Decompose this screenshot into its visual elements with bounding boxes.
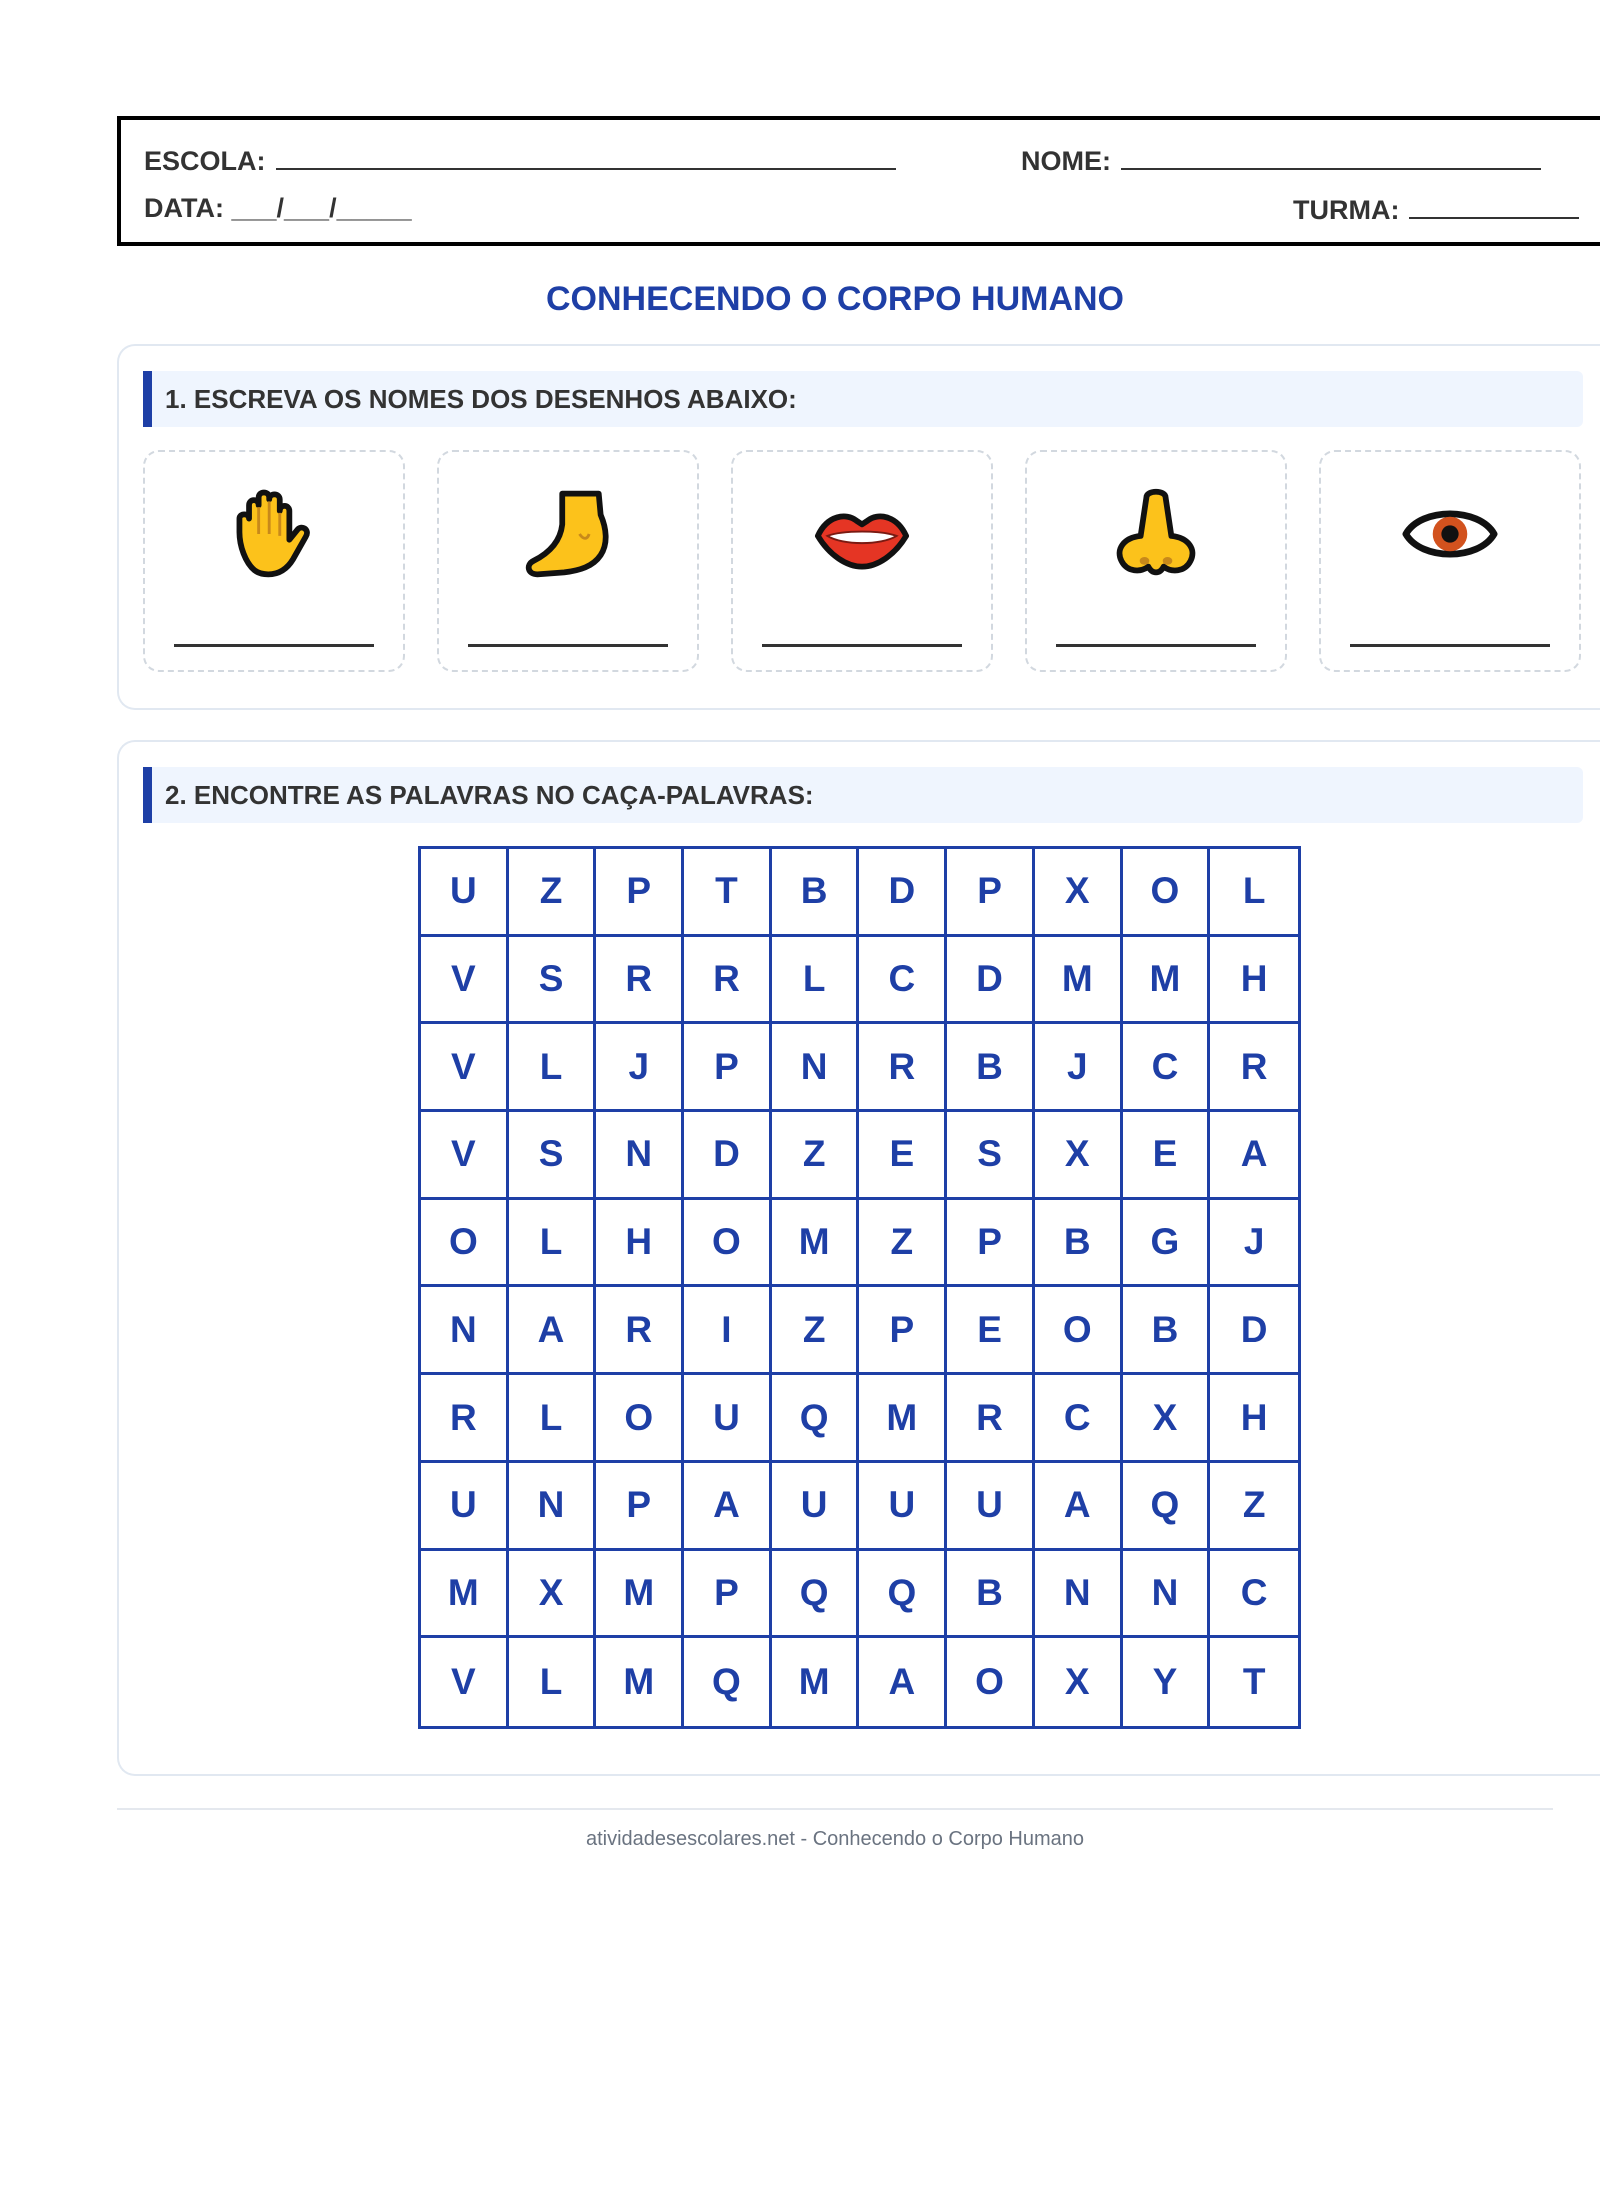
grid-cell[interactable]: M	[596, 1551, 684, 1639]
grid-cell[interactable]: U	[684, 1375, 772, 1463]
grid-cell[interactable]: N	[772, 1024, 860, 1112]
answer-line-5[interactable]	[1350, 644, 1550, 647]
grid-cell[interactable]: P	[947, 849, 1035, 937]
grid-cell[interactable]: R	[596, 1287, 684, 1375]
picture-card-nose	[1025, 450, 1287, 672]
grid-cell[interactable]: O	[1035, 1287, 1123, 1375]
grid-cell[interactable]: M	[1123, 937, 1211, 1025]
grid-cell[interactable]: L	[509, 1200, 597, 1288]
grid-cell[interactable]: B	[1123, 1287, 1211, 1375]
grid-cell[interactable]: O	[421, 1200, 509, 1288]
grid-cell[interactable]: U	[421, 1463, 509, 1551]
word-search-grid	[418, 846, 1301, 1729]
grid-cell[interactable]: Q	[772, 1551, 860, 1639]
grid-cell[interactable]: L	[509, 1638, 597, 1726]
grid-cell[interactable]: B	[947, 1551, 1035, 1639]
school-field	[144, 144, 896, 177]
grid-cell[interactable]: B	[772, 849, 860, 937]
grid-cell[interactable]: Q	[1123, 1463, 1211, 1551]
grid-cell[interactable]: M	[772, 1200, 860, 1288]
grid-cell[interactable]: V	[421, 1638, 509, 1726]
name-input-line[interactable]	[1121, 144, 1541, 170]
grid-cell[interactable]: G	[1123, 1200, 1211, 1288]
date-field	[144, 193, 412, 224]
grid-cell[interactable]: P	[947, 1200, 1035, 1288]
picture-card-eye	[1319, 450, 1581, 672]
grid-cell[interactable]: M	[421, 1551, 509, 1639]
grid-cell[interactable]: A	[859, 1638, 947, 1726]
grid-cell[interactable]: V	[421, 1024, 509, 1112]
grid-cell[interactable]: R	[596, 937, 684, 1025]
hand-icon	[226, 486, 322, 582]
grid-cell[interactable]: O	[947, 1638, 1035, 1726]
footer-text: atividadesescolares.net - Conhecendo o Corpo Humano	[585, 1828, 1085, 1850]
answer-line-3[interactable]	[762, 644, 962, 647]
grid-cell[interactable]: N	[421, 1287, 509, 1375]
grid-cell[interactable]: P	[596, 1463, 684, 1551]
page-title: CONHECENDO O CORPO HUMANO	[545, 280, 1125, 318]
grid-cell[interactable]: J	[1210, 1200, 1298, 1288]
grid-cell[interactable]: Z	[859, 1200, 947, 1288]
answer-line-1[interactable]	[174, 644, 374, 647]
grid-cell[interactable]: C	[859, 937, 947, 1025]
grid-cell[interactable]: Q	[859, 1551, 947, 1639]
grid-cell[interactable]: Z	[509, 849, 597, 937]
grid-cell[interactable]: O	[684, 1200, 772, 1288]
grid-cell[interactable]: J	[596, 1024, 684, 1112]
grid-cell[interactable]: X	[509, 1551, 597, 1639]
grid-cell[interactable]: E	[947, 1287, 1035, 1375]
grid-cell[interactable]: V	[421, 1112, 509, 1200]
grid-cell[interactable]: N	[1035, 1551, 1123, 1639]
grid-cell[interactable]: N	[1123, 1551, 1211, 1639]
grid-cell[interactable]: M	[596, 1638, 684, 1726]
answer-line-2[interactable]	[468, 644, 668, 647]
name-label: NOME:	[1021, 146, 1111, 176]
grid-cell[interactable]: R	[421, 1375, 509, 1463]
grid-cell[interactable]: N	[596, 1112, 684, 1200]
grid-cell[interactable]: E	[859, 1112, 947, 1200]
grid-cell[interactable]: R	[684, 937, 772, 1025]
grid-cell[interactable]: A	[684, 1463, 772, 1551]
grid-cell[interactable]: V	[421, 937, 509, 1025]
grid-cell[interactable]: H	[1210, 1375, 1298, 1463]
name-field	[1021, 144, 1541, 177]
grid-cell[interactable]: B	[947, 1024, 1035, 1112]
grid-cell[interactable]: A	[509, 1287, 597, 1375]
grid-cell[interactable]: D	[1210, 1287, 1298, 1375]
grid-cell[interactable]: A	[1035, 1463, 1123, 1551]
grid-cell[interactable]: T	[684, 849, 772, 937]
grid-cell[interactable]: C	[1210, 1551, 1298, 1639]
grid-cell[interactable]: I	[684, 1287, 772, 1375]
grid-cell[interactable]: S	[509, 937, 597, 1025]
grid-cell[interactable]: U	[772, 1463, 860, 1551]
grid-cell[interactable]: L	[509, 1024, 597, 1112]
grid-cell[interactable]: H	[1210, 937, 1298, 1025]
school-input-line[interactable]	[276, 144, 896, 170]
section-draw-names	[117, 344, 1600, 710]
grid-cell[interactable]: L	[772, 937, 860, 1025]
mouth-icon	[814, 486, 910, 582]
grid-cell[interactable]: D	[859, 849, 947, 937]
section2-heading: 2. ENCONTRE AS PALAVRAS NO CAÇA-PALAVRAS:	[143, 767, 1583, 823]
footer-divider	[117, 1808, 1553, 1810]
grid-cell[interactable]: P	[684, 1024, 772, 1112]
grid-cell[interactable]: O	[1123, 849, 1211, 937]
class-input-line[interactable]	[1409, 193, 1579, 219]
grid-cell[interactable]: X	[1035, 1112, 1123, 1200]
class-label: TURMA:	[1293, 195, 1400, 225]
grid-cell[interactable]: E	[1123, 1112, 1211, 1200]
grid-cell[interactable]: Q	[772, 1375, 860, 1463]
grid-cell[interactable]: Y	[1123, 1638, 1211, 1726]
grid-cell[interactable]: R	[859, 1024, 947, 1112]
grid-cell[interactable]: M	[1035, 937, 1123, 1025]
grid-cell[interactable]: Q	[684, 1638, 772, 1726]
picture-card-foot	[437, 450, 699, 672]
foot-icon	[520, 486, 616, 582]
grid-cell[interactable]: U	[421, 849, 509, 937]
grid-cell[interactable]: P	[596, 849, 684, 937]
grid-cell[interactable]: S	[947, 1112, 1035, 1200]
grid-cell[interactable]: X	[1035, 1638, 1123, 1726]
picture-card-mouth	[731, 450, 993, 672]
grid-cell[interactable]: J	[1035, 1024, 1123, 1112]
grid-cell[interactable]: S	[509, 1112, 597, 1200]
grid-cell[interactable]: C	[1123, 1024, 1211, 1112]
header-box	[117, 116, 1600, 246]
grid-cell[interactable]: H	[596, 1200, 684, 1288]
grid-cell[interactable]: R	[947, 1375, 1035, 1463]
section1-heading: 1. ESCREVA OS NOMES DOS DESENHOS ABAIXO:	[143, 371, 1583, 427]
grid-cell[interactable]: X	[1123, 1375, 1211, 1463]
grid-cell[interactable]: A	[1210, 1112, 1298, 1200]
grid-cell[interactable]: U	[947, 1463, 1035, 1551]
grid-cell[interactable]: C	[1035, 1375, 1123, 1463]
grid-cell[interactable]: B	[1035, 1200, 1123, 1288]
grid-cell[interactable]: M	[859, 1375, 947, 1463]
picture-card-hand	[143, 450, 405, 672]
grid-cell[interactable]: T	[1242, 1661, 1266, 1703]
grid-cell[interactable]: U	[859, 1463, 947, 1551]
grid-cell[interactable]: Z	[1210, 1463, 1298, 1551]
grid-cell[interactable]: L	[509, 1375, 597, 1463]
grid-cell[interactable]: P	[859, 1287, 947, 1375]
eye-icon	[1402, 486, 1498, 582]
grid-cell[interactable]: R	[1210, 1024, 1298, 1112]
grid-cell[interactable]: D	[947, 937, 1035, 1025]
grid-cell[interactable]: P	[684, 1551, 772, 1639]
class-field	[1293, 193, 1579, 226]
grid-cell[interactable]: X	[1035, 849, 1123, 937]
grid-cell[interactable]: Z	[772, 1287, 860, 1375]
answer-line-4[interactable]	[1056, 644, 1256, 647]
school-label: ESCOLA:	[144, 146, 266, 176]
grid-cell[interactable]: L	[1210, 849, 1298, 937]
date-label: DATA: ___/___/_____	[144, 193, 412, 223]
grid-cell[interactable]: O	[596, 1375, 684, 1463]
nose-icon	[1108, 486, 1204, 582]
grid-cell[interactable]: M	[772, 1638, 860, 1726]
grid-cell[interactable]: D	[684, 1112, 772, 1200]
grid-cell[interactable]: N	[509, 1463, 597, 1551]
grid-cell[interactable]: Z	[772, 1112, 860, 1200]
